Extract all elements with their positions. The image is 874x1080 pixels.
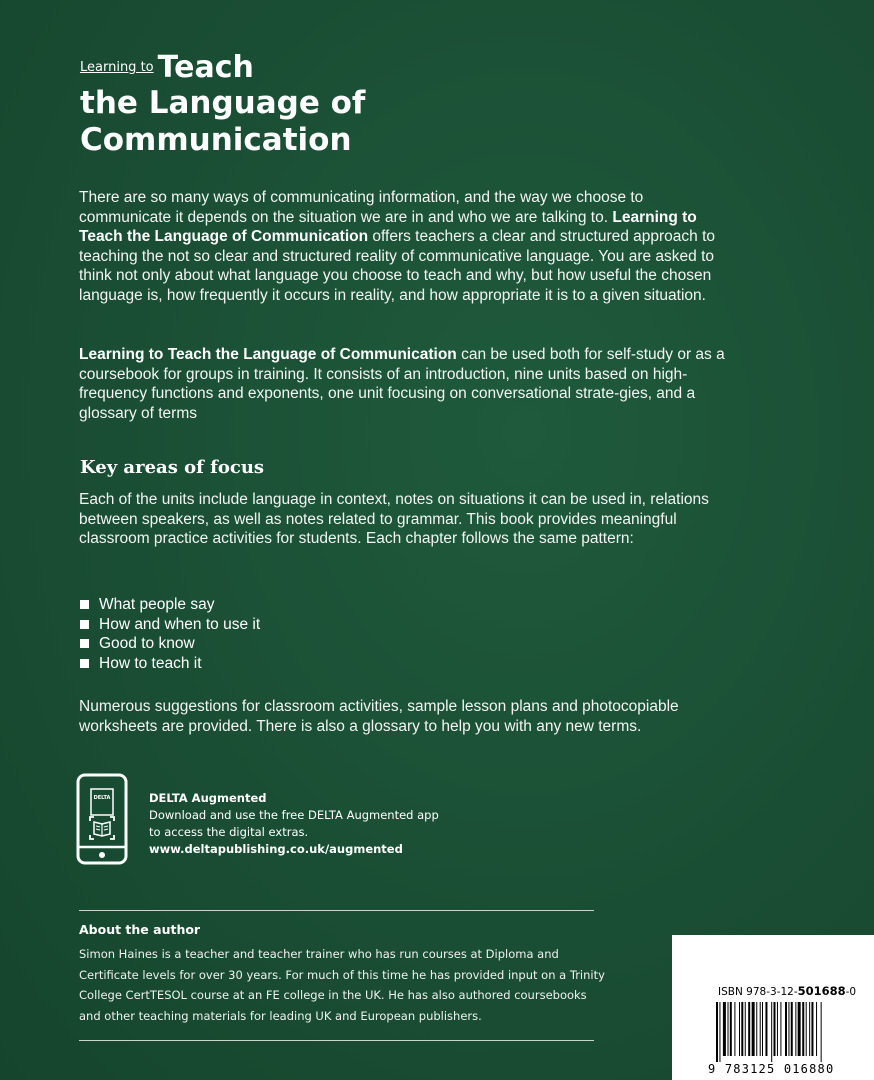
barcode-bar (811, 1002, 813, 1056)
title-teach: Teach (157, 50, 254, 85)
barcode-bar (802, 1002, 804, 1056)
divider (79, 1040, 594, 1041)
delta-title: DELTA Augmented (149, 791, 267, 805)
tablet-icon-label: DELTA (93, 795, 111, 801)
barcode-bar (788, 1002, 789, 1056)
barcode-bar (756, 1002, 757, 1056)
barcode-bar (739, 1002, 740, 1056)
barcode-bar (809, 1002, 810, 1056)
barcode-bar (791, 1002, 793, 1056)
bullet-label: Good to know (99, 635, 195, 653)
author-text: Simon Haines is a teacher and teacher trainer who has run courses at Diploma and Certificate levels for over 30 years. For much of this time he has provided input on a Trinity College CertTESOL course at an FE college in the UK. He has also authored coursebooks and other teaching materials for leading UK and European publishers. (79, 947, 605, 1023)
author-heading: About the author (79, 922, 201, 937)
bullet-label: How to teach it (99, 654, 202, 672)
title-line-3: Communication (80, 122, 352, 158)
barcode-bar (745, 1002, 746, 1056)
intro-p1-text-b: offers teachers a clear and structured approach to teaching the not so clear and structured reality of communicative language. You are asked to think not only about what language you choose to teach and why, but how useful the chosen language is, how frequently it occurs in reality, and how appropriate it is to a given situation. (79, 228, 716, 304)
barcode-bar (780, 1002, 781, 1056)
delta-line-1: Download and use the free DELTA Augmented app (149, 808, 439, 822)
list-item (79, 654, 260, 674)
barcode-bar (774, 1002, 776, 1056)
list-item (79, 615, 260, 635)
barcode-bar (798, 1002, 801, 1056)
title-learning-to: Learning to (80, 60, 154, 75)
barcode-bar (806, 1002, 807, 1056)
intro-paragraph-1 (79, 188, 729, 306)
barcode-bar (760, 1002, 761, 1056)
key-areas-closing: Numerous suggestions for classroom activities, sample lesson plans and photocopiable worksheets are provided. There is also a glossary to help you with any new terms. (79, 698, 679, 735)
barcode-bar (765, 1002, 767, 1056)
delta-line-2: to access the digital extras. (149, 825, 309, 839)
isbn-suffix: -0 (845, 986, 857, 998)
barcode-bar (816, 1002, 817, 1056)
square-bullet-icon (80, 600, 89, 609)
key-areas-heading: Key areas of focus (80, 457, 265, 478)
barcode-bar (795, 1002, 796, 1056)
list-item (79, 595, 260, 615)
divider (79, 910, 594, 911)
barcode-bar (730, 1002, 732, 1056)
barcode-bar (741, 1002, 743, 1056)
book-title (80, 50, 365, 159)
tablet-book-icon (76, 773, 128, 869)
isbn-prefix: ISBN 978-3-12- (718, 986, 798, 998)
key-areas-text: Each of the units include language in context, notes on situations it can be used in, relations between speakers, as well as notes related to grammar. This book provides meaningful classroom practice activities for students. Each chapter follows the same pattern: (79, 491, 709, 548)
barcode-bar (762, 1002, 763, 1056)
delta-augmented-info (149, 790, 439, 858)
barcode-bar (777, 1002, 778, 1056)
barcode-bar (716, 1002, 718, 1062)
barcode-bar (719, 1002, 720, 1062)
intro-p2-text: can be used both for self-study or as a coursebook for groups in training. It consists of an introduction, nine units based on high-frequency functions and exponents, one unit focusing on conversational strate-gies, and a glossary of terms (79, 346, 725, 422)
barcode-bar (752, 1002, 755, 1056)
barcode-bar (728, 1002, 729, 1056)
square-bullet-icon (80, 659, 89, 668)
delta-url: www.deltapublishing.co.uk/augmented (149, 842, 403, 856)
bullet-label: What people say (99, 596, 215, 613)
title-line-2: the Language of (80, 85, 366, 121)
intro-p1-bold: Learning to Teach the Language of Communication (79, 208, 697, 246)
barcode-bar (785, 1002, 787, 1056)
barcode-icon (716, 1002, 844, 1062)
barcode-bar (821, 1002, 822, 1062)
square-bullet-icon (80, 639, 89, 648)
intro-p1-text-a: There are so many ways of communicating information, and the way we choose to communicate it depends on the situation we are in and who we are talking to. (79, 189, 644, 226)
bullet-label: How and when to use it (99, 615, 261, 633)
barcode-bar (771, 1002, 772, 1062)
barcode-bar (723, 1002, 726, 1056)
barcode-digits: 9 783125 016880 (708, 1062, 835, 1076)
isbn-text (718, 984, 856, 998)
barcode-bar (748, 1002, 750, 1056)
intro-p2-bold: Learning to Teach the Language of Communication (79, 346, 457, 363)
intro-paragraph-2 (79, 345, 729, 423)
isbn-bold: 501688 (797, 984, 846, 998)
barcode-box (672, 935, 874, 1080)
focus-bullet-list (79, 595, 260, 673)
barcode-bar (734, 1002, 735, 1056)
list-item (79, 634, 260, 654)
square-bullet-icon (80, 620, 89, 629)
